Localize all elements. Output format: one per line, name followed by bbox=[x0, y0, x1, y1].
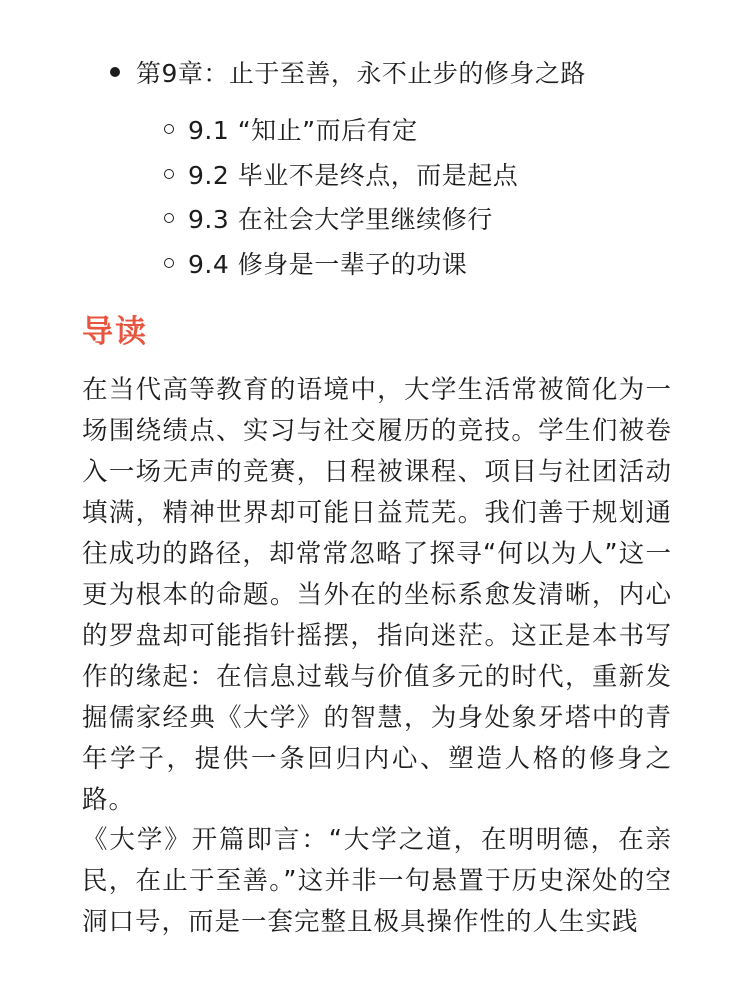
bullet-circle-icon bbox=[164, 124, 174, 134]
section-label: 9.1 “知止”而后有定 bbox=[188, 116, 418, 146]
toc-section-item bbox=[164, 196, 518, 241]
toc-section-item bbox=[164, 107, 518, 152]
toc-chapter-item bbox=[110, 52, 586, 92]
section-label: 9.2 毕业不是终点，而是起点 bbox=[188, 160, 519, 190]
section-label: 9.3 在社会大学里继续修行 bbox=[188, 205, 493, 235]
intro-heading: 导读 bbox=[82, 314, 148, 350]
bullet-circle-icon bbox=[164, 258, 174, 268]
toc-section-item bbox=[164, 152, 518, 197]
chapter-title: 第9章：止于至善，永不止步的修身之路 bbox=[136, 59, 586, 88]
section-label: 9.4 修身是一辈子的功课 bbox=[188, 249, 468, 279]
bullet-circle-icon bbox=[164, 213, 174, 223]
toc-section-item bbox=[164, 241, 518, 286]
bullet-disc-icon bbox=[110, 67, 120, 77]
intro-paragraph: 《大学》开篇即言：“大学之道，在明明德，在亲民，在止于至善。”这并非一句悬置于历史深处的空洞口号，而是一套完整且极具操作性的人生实践 bbox=[82, 825, 672, 937]
intro-paragraph: 在当代高等教育的语境中，大学生活常被简化为一场围绕绩点、实习与社交履历的竞技。学生们被卷入一场无声的竞赛，日程被课程、项目与社团活动填满，精神世界却可能日益荒芜。我们善于规划通往成功的路径，却常常忽略了探寻“何以为人”这一更为根本的命题。当外在的坐标系愈发清晰，内心的罗盘却可能指针摇摆，指向迷茫。这正是本书写作的缘起：在信息过载与价值多元的时代，重新发掘儒家经典《大学》的智慧，为身处象牙塔中的青年学子，提供一条回归内心、塑造人格的修身之路。 bbox=[82, 375, 672, 815]
toc-section-list bbox=[164, 107, 518, 285]
bullet-circle-icon bbox=[164, 169, 174, 179]
